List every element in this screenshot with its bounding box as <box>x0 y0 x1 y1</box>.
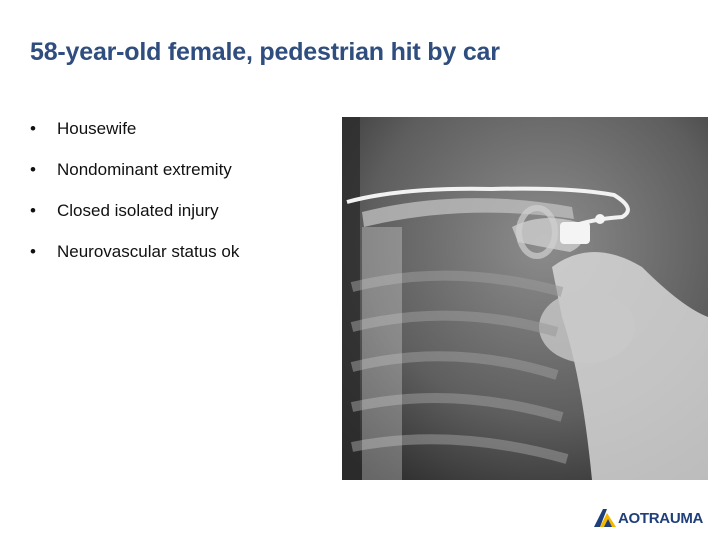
bullet-item <box>30 157 239 198</box>
ao-logo-icon <box>594 509 616 527</box>
bullet-text: Nondominant extremity <box>57 160 232 179</box>
bullet-marker: • <box>30 201 36 220</box>
bullet-item <box>30 198 239 239</box>
bullet-text: Housewife <box>57 119 137 138</box>
bullet-text: Neurovascular status ok <box>57 242 240 261</box>
slide-title: 58-year-old female, pedestrian hit by car <box>30 38 500 66</box>
logo-text-trauma: TRAUMA <box>639 509 704 527</box>
logo-text-ao: AO <box>618 509 640 527</box>
bullet-text: Closed isolated injury <box>57 201 219 220</box>
xray-illustration <box>342 117 708 480</box>
bullet-list <box>30 116 239 280</box>
title-divider <box>30 88 690 89</box>
bullet-item <box>30 116 239 157</box>
ao-trauma-logo <box>594 508 703 528</box>
shoulder-xray-image <box>342 117 708 480</box>
bullet-marker: • <box>30 160 36 179</box>
bullet-marker: • <box>30 119 36 138</box>
bullet-marker: • <box>30 242 36 261</box>
bullet-item <box>30 239 239 280</box>
